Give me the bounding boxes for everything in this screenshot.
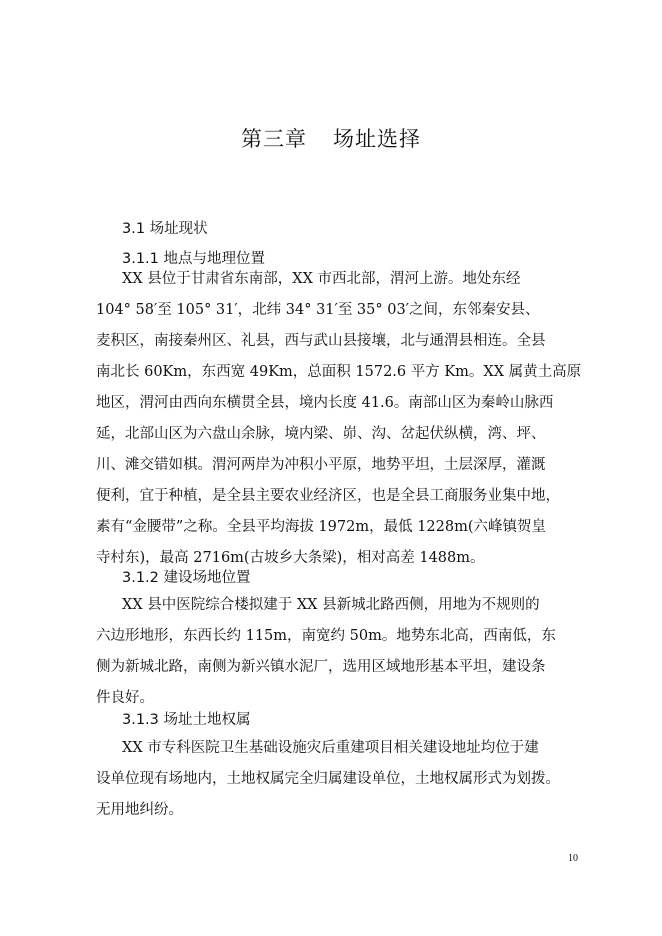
paragraph-line: 侧为新城北路，南侧为新兴镇水泥厂，选用区域地形基本平坦，建设条 [96, 659, 546, 675]
section-heading-3-1-1: 3.1.1 地点与地理位置 [122, 251, 266, 267]
paragraph-line: XX 县位于甘肃省东南部，XX 市西北部，渭河上游。地处东经 [122, 271, 521, 287]
paragraph-line: XX 县中医院综合楼拟建于 XX 县新城北路西侧，用地为不规则的 [122, 597, 540, 613]
section-heading-3-1-3: 3.1.3 场址土地权属 [122, 712, 251, 728]
paragraph-line: 设单位现有场地内，土地权属完全归属建设单位，土地权属形式为划拨。 [96, 771, 560, 787]
paragraph-land-ownership [96, 733, 596, 826]
paragraph-line: 无用地纠纷。 [96, 802, 183, 818]
paragraph-line: 地区，渭河由西向东横贯全县，境内长度 41.6。南部山区为秦岭山脉西 [96, 395, 554, 411]
paragraph-line: 麦积区，南接秦州区、礼县，西与武山县接壤，北与通渭县相连。全县 [96, 333, 546, 349]
page-number: 10 [568, 853, 578, 864]
paragraph-line: 素有“金腰带”之称。全县平均海拔 1972m，最低 1228m(六峰镇贺皇 [96, 519, 547, 535]
paragraph-line: 件良好。 [96, 690, 154, 706]
paragraph-line: 104° 58′至 105° 31′，北纬 34° 31′至 35° 03′之间，东邻秦安县、 [96, 302, 540, 318]
chapter-name: 场址选择 [333, 127, 421, 151]
paragraph-location [96, 264, 596, 574]
section-heading-3-1: 3.1 场址现状 [122, 221, 208, 237]
paragraph-site [96, 590, 596, 714]
chapter-number: 第三章 [241, 127, 307, 151]
paragraph-line: 延，北部山区为六盘山余脉，境内梁、峁、沟、岔起伏纵横，湾、坪、 [96, 426, 546, 442]
paragraph-line: 便利，宜于种植，是全县主要农业经济区，也是全县工商服务业集中地， [96, 488, 560, 504]
paragraph-line: 南北长 60Km，东西宽 49Km，总面积 1572.6 平方 Km。XX 属黄土高原 [96, 364, 582, 380]
section-heading-3-1-2: 3.1.2 建设场地位置 [122, 570, 251, 586]
chapter-title [0, 123, 662, 153]
paragraph-line: XX 市专科医院卫生基础设施灾后重建项目相关建设地址均位于建 [122, 740, 539, 756]
paragraph-line: 六边形地形，东西长约 115m，南宽约 50m。地势东北高，西南低，东 [96, 628, 556, 644]
paragraph-line: 川、滩交错如棋。渭河两岸为冲积小平原，地势平坦，土层深厚，灌溉 [96, 457, 546, 473]
paragraph-line: 寺村东)，最高 2716m(古坡乡大条梁)，相对高差 1488m。 [96, 550, 485, 566]
